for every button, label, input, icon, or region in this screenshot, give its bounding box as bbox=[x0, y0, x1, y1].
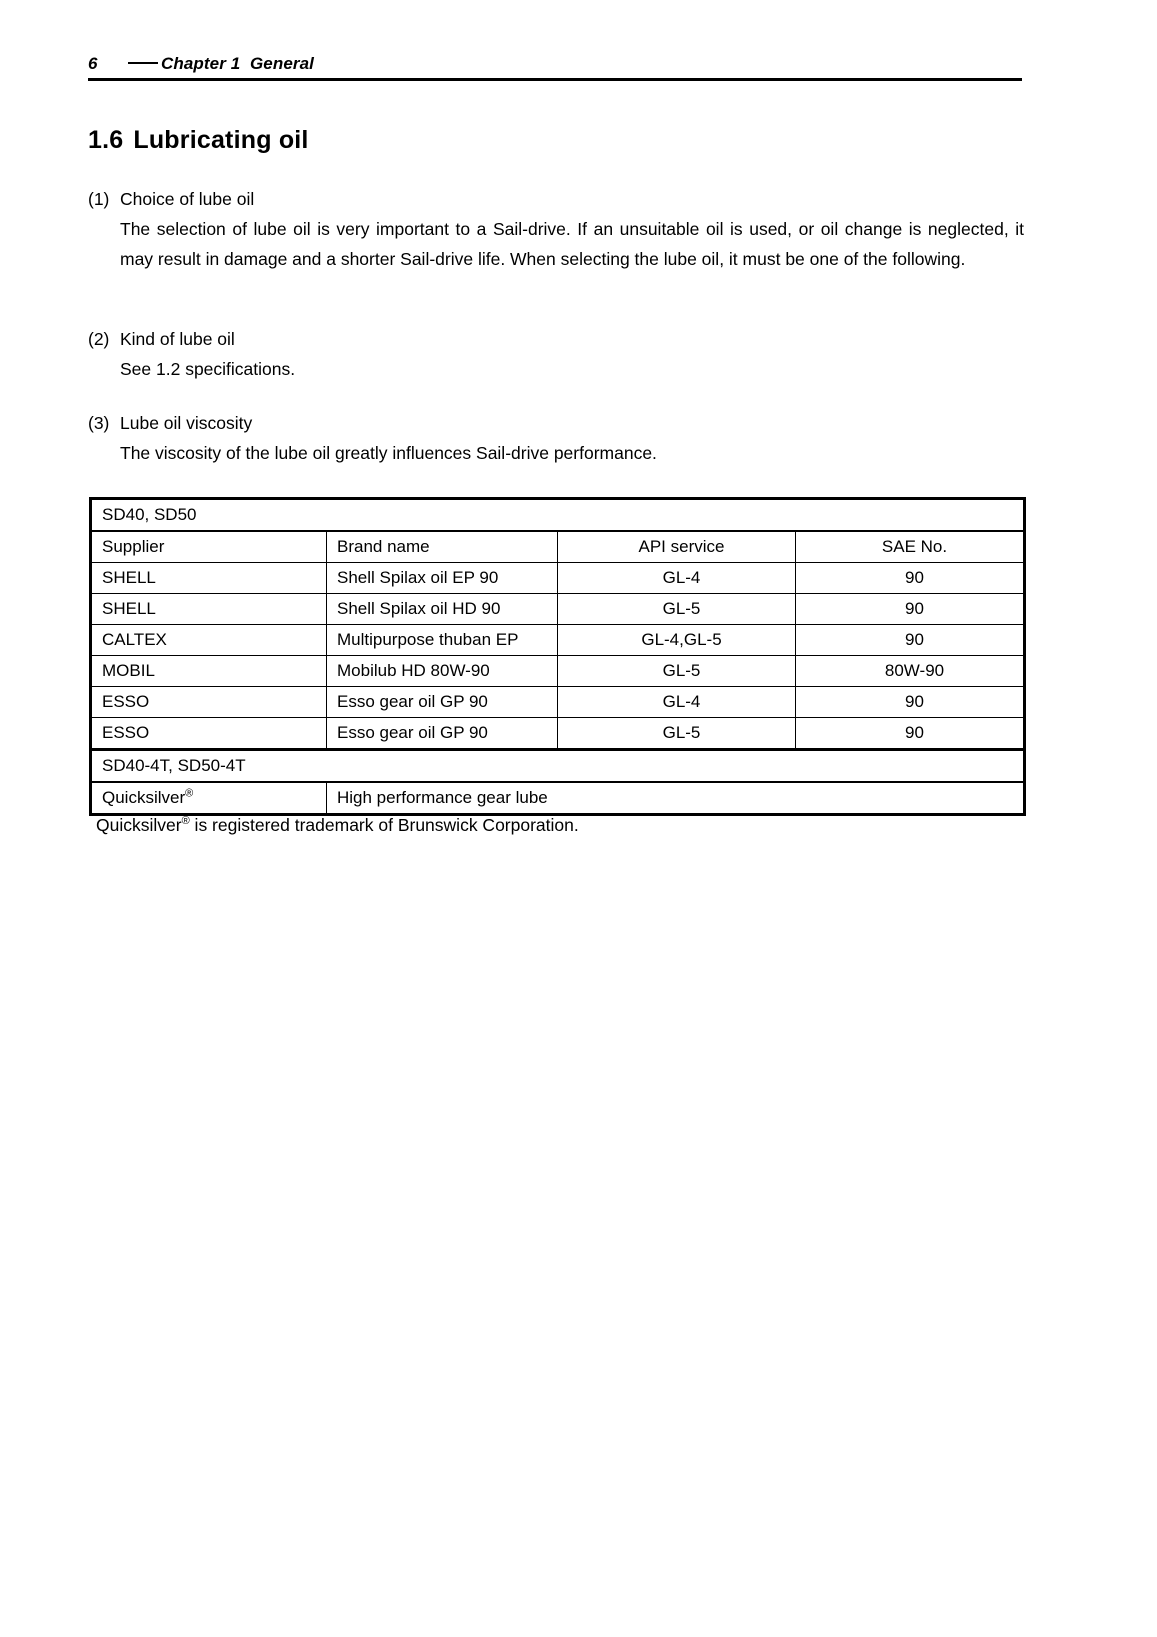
cell-supplier: MOBIL bbox=[91, 656, 327, 687]
table-group-row-2 bbox=[91, 750, 1025, 783]
item-2-heading bbox=[88, 324, 1024, 354]
lube-oil-table-wrapper bbox=[89, 497, 1023, 816]
cell-supplier: ESSO bbox=[91, 687, 327, 718]
cell-api: GL-5 bbox=[558, 594, 796, 625]
table-row bbox=[91, 625, 1025, 656]
column-header-supplier: Supplier bbox=[91, 531, 327, 563]
item-3-body: The viscosity of the lube oil greatly influences Sail-drive performance. bbox=[120, 443, 657, 463]
table-group-row-1 bbox=[91, 499, 1025, 532]
cell-supplier: CALTEX bbox=[91, 625, 327, 656]
item-2-title: Kind of lube oil bbox=[120, 329, 235, 349]
table-header-row bbox=[91, 531, 1025, 563]
item-block-3 bbox=[88, 408, 1024, 468]
cell-sae: 90 bbox=[796, 625, 1025, 656]
cell-brand: Esso gear oil GP 90 bbox=[327, 687, 558, 718]
item-block-1 bbox=[88, 184, 1024, 274]
item-2-marker: (2) bbox=[88, 329, 110, 349]
cell-sae: 90 bbox=[796, 594, 1025, 625]
section-number: 1.6 bbox=[88, 126, 124, 154]
item-3-heading bbox=[88, 408, 1024, 438]
cell-sae: 90 bbox=[796, 687, 1025, 718]
cell-sae: 80W-90 bbox=[796, 656, 1025, 687]
item-1-heading bbox=[88, 184, 1024, 214]
table-row bbox=[91, 594, 1025, 625]
footnote-quicksilver: Quicksilver bbox=[96, 815, 182, 835]
page-number: 6 bbox=[88, 54, 98, 73]
item-block-2 bbox=[88, 324, 1024, 384]
cell-sae: 90 bbox=[796, 563, 1025, 594]
section-title: Lubricating oil bbox=[133, 126, 309, 154]
item-2-body: See 1.2 specifications. bbox=[120, 359, 296, 379]
cell-api: GL-5 bbox=[558, 718, 796, 750]
cell-sae: 90 bbox=[796, 718, 1025, 750]
cell-api: GL-4 bbox=[558, 687, 796, 718]
quicksilver-text: Quicksilver bbox=[102, 788, 186, 807]
table-row bbox=[91, 656, 1025, 687]
cell-api: GL-5 bbox=[558, 656, 796, 687]
trademark-footnote bbox=[96, 812, 579, 838]
cell-supplier-quicksilver bbox=[91, 782, 327, 815]
item-1-marker: (1) bbox=[88, 189, 110, 209]
cell-brand: Shell Spilax oil HD 90 bbox=[327, 594, 558, 625]
cell-api: GL-4 bbox=[558, 563, 796, 594]
table-row bbox=[91, 782, 1025, 815]
group-label-1: SD40, SD50 bbox=[91, 499, 1025, 532]
cell-brand: High performance gear lube bbox=[327, 782, 1025, 815]
item-1-body: The selection of lube oil is very important to a Sail-drive. If an unsuitable oil is used, or oil change is neglected, it may result in damage and a shorter Sail-drive life. When selecting the lube oil, it must be one of the following. bbox=[120, 219, 1024, 269]
page-header-row bbox=[88, 54, 1022, 74]
cell-supplier: SHELL bbox=[91, 594, 327, 625]
item-3-marker: (3) bbox=[88, 413, 110, 433]
registered-trademark-icon: ® bbox=[181, 815, 190, 828]
cell-brand: Mobilub HD 80W-90 bbox=[327, 656, 558, 687]
table-row bbox=[91, 718, 1025, 750]
column-header-api-service: API service bbox=[558, 531, 796, 563]
section-heading bbox=[88, 126, 309, 155]
cell-api: GL-4,GL-5 bbox=[558, 625, 796, 656]
registered-trademark-icon: ® bbox=[185, 787, 194, 800]
column-header-brand-name: Brand name bbox=[327, 531, 558, 563]
group-label-2: SD40-4T, SD50-4T bbox=[91, 750, 1025, 783]
cell-brand: Shell Spilax oil EP 90 bbox=[327, 563, 558, 594]
cell-brand: Multipurpose thuban EP bbox=[327, 625, 558, 656]
cell-supplier: SHELL bbox=[91, 563, 327, 594]
item-1-title: Choice of lube oil bbox=[120, 189, 255, 209]
chapter-label: Chapter 1 General bbox=[161, 54, 314, 73]
header-dash-icon bbox=[128, 62, 158, 64]
table-row bbox=[91, 563, 1025, 594]
footnote-rest: is registered trademark of Brunswick Corporation. bbox=[189, 815, 579, 835]
page-header bbox=[88, 54, 1022, 81]
item-3-title: Lube oil viscosity bbox=[120, 413, 253, 433]
table-row bbox=[91, 687, 1025, 718]
header-rule bbox=[88, 78, 1022, 81]
cell-supplier: ESSO bbox=[91, 718, 327, 750]
cell-brand: Esso gear oil GP 90 bbox=[327, 718, 558, 750]
lube-oil-table bbox=[89, 497, 1026, 816]
column-header-sae-no: SAE No. bbox=[796, 531, 1025, 563]
